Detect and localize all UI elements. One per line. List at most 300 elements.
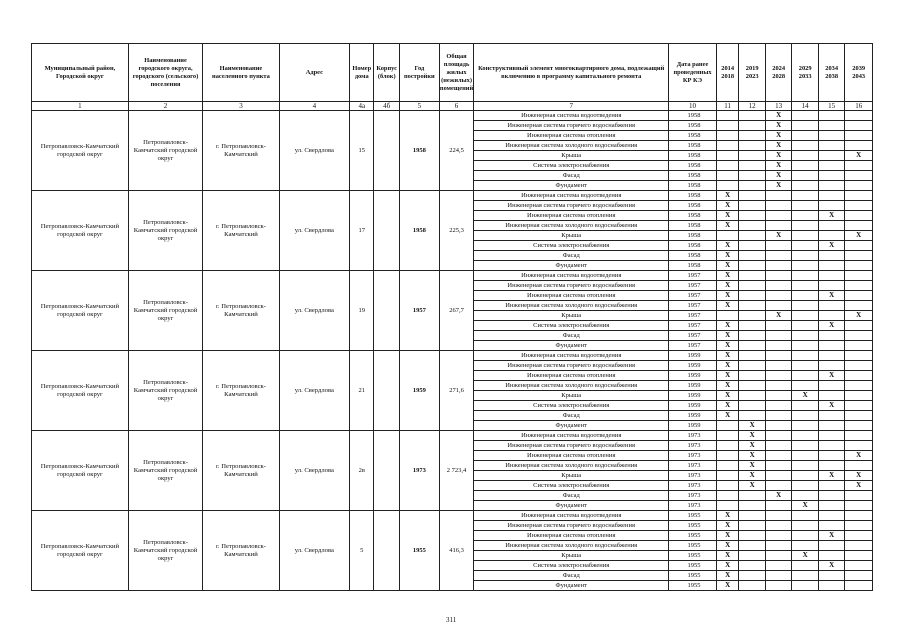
period-mark-cell xyxy=(716,481,738,491)
period-mark-cell xyxy=(818,201,845,211)
block-cell xyxy=(374,511,399,591)
period-mark-cell xyxy=(765,551,792,561)
period-mark-cell xyxy=(792,431,819,441)
period-mark-cell: X xyxy=(739,451,766,461)
period-mark-cell: X xyxy=(845,231,873,241)
period-mark-cell xyxy=(739,161,766,171)
period-mark-cell: X xyxy=(716,411,738,421)
period-mark-cell: X xyxy=(716,191,738,201)
period-mark-cell xyxy=(792,561,819,571)
period-mark-cell: X xyxy=(765,131,792,141)
period-mark-cell: X xyxy=(739,471,766,481)
element-name-cell: Фундамент xyxy=(474,181,669,191)
period-mark-cell xyxy=(845,531,873,541)
element-name-cell: Система электроснабжения xyxy=(474,241,669,251)
previous-repair-date-cell: 1958 xyxy=(669,211,717,221)
period-mark-cell: X xyxy=(818,531,845,541)
previous-repair-date-cell: 1959 xyxy=(669,381,717,391)
element-name-cell: Инженерная система водоотведения xyxy=(474,111,669,121)
period-mark-cell: X xyxy=(716,361,738,371)
block-cell xyxy=(374,191,399,271)
header-locality: Наименование населенного пункта xyxy=(203,44,279,102)
period-mark-cell xyxy=(792,131,819,141)
previous-repair-date-cell: 1957 xyxy=(669,341,717,351)
locality-cell: г. Петропавловск-Камчатский xyxy=(203,191,279,271)
period-mark-cell: X xyxy=(765,111,792,121)
period-mark-cell: X xyxy=(818,561,845,571)
element-name-cell: Инженерная система холодного водоснабжения xyxy=(474,141,669,151)
period-mark-cell: X xyxy=(765,491,792,501)
header-period-2014-2018: 2014 2018 xyxy=(716,44,738,102)
period-mark-cell xyxy=(792,441,819,451)
locality-cell: г. Петропавловск-Камчатский xyxy=(203,511,279,591)
period-mark-cell xyxy=(739,281,766,291)
period-mark-cell xyxy=(792,321,819,331)
period-mark-cell xyxy=(845,251,873,261)
period-mark-cell xyxy=(792,421,819,431)
period-mark-cell: X xyxy=(739,421,766,431)
previous-repair-date-cell: 1958 xyxy=(669,241,717,251)
element-name-cell: Фундамент xyxy=(474,261,669,271)
settlement-cell: Петропавловск-Камчатский городской округ xyxy=(128,111,202,191)
house-number-cell: 2в xyxy=(350,431,374,511)
built-year-cell: 1957 xyxy=(399,271,439,351)
element-name-cell: Инженерная система холодного водоснабжения xyxy=(474,461,669,471)
period-mark-cell xyxy=(792,241,819,251)
period-mark-cell: X xyxy=(716,521,738,531)
previous-repair-date-cell: 1959 xyxy=(669,391,717,401)
period-mark-cell xyxy=(792,361,819,371)
period-mark-cell xyxy=(739,361,766,371)
period-mark-cell xyxy=(716,151,738,161)
period-mark-cell xyxy=(792,581,819,591)
period-mark-cell xyxy=(739,111,766,121)
built-year-cell: 1958 xyxy=(399,111,439,191)
period-mark-cell xyxy=(792,281,819,291)
column-number: 13 xyxy=(765,102,792,111)
period-mark-cell xyxy=(739,411,766,421)
period-mark-cell xyxy=(792,331,819,341)
period-mark-cell xyxy=(716,471,738,481)
table-row xyxy=(32,351,873,361)
settlement-cell: Петропавловск-Камчатский городской округ xyxy=(128,511,202,591)
header-period-2024-2028: 2024 2028 xyxy=(765,44,792,102)
column-number: 15 xyxy=(818,102,845,111)
built-year-cell: 1958 xyxy=(399,191,439,271)
period-mark-cell xyxy=(765,271,792,281)
period-mark-cell: X xyxy=(716,301,738,311)
table-row xyxy=(32,271,873,281)
element-name-cell: Инженерная система холодного водоснабжения xyxy=(474,301,669,311)
period-mark-cell xyxy=(716,441,738,451)
period-mark-cell xyxy=(765,241,792,251)
period-mark-cell xyxy=(765,341,792,351)
period-mark-cell: X xyxy=(818,291,845,301)
period-mark-cell: X xyxy=(716,201,738,211)
period-mark-cell xyxy=(792,151,819,161)
period-mark-cell xyxy=(845,171,873,181)
period-mark-cell xyxy=(765,381,792,391)
previous-repair-date-cell: 1958 xyxy=(669,141,717,151)
period-mark-cell xyxy=(792,491,819,501)
period-mark-cell xyxy=(845,211,873,221)
area-cell: 271,6 xyxy=(439,351,474,431)
period-mark-cell: X xyxy=(716,541,738,551)
period-mark-cell xyxy=(845,421,873,431)
house-number-cell: 15 xyxy=(350,111,374,191)
period-mark-cell: X xyxy=(716,271,738,281)
period-mark-cell xyxy=(792,231,819,241)
period-mark-cell xyxy=(845,271,873,281)
period-mark-cell xyxy=(739,551,766,561)
period-mark-cell: X xyxy=(818,211,845,221)
period-mark-cell xyxy=(792,191,819,201)
period-mark-cell xyxy=(716,431,738,441)
period-mark-cell xyxy=(818,341,845,351)
table-body xyxy=(32,111,873,591)
previous-repair-date-cell: 1955 xyxy=(669,521,717,531)
period-mark-cell: X xyxy=(765,141,792,151)
element-name-cell: Инженерная система отопления xyxy=(474,291,669,301)
period-mark-cell xyxy=(792,521,819,531)
header-block: Корпус (блок) xyxy=(374,44,399,102)
period-mark-cell xyxy=(739,271,766,281)
period-mark-cell xyxy=(792,201,819,211)
period-mark-cell xyxy=(739,511,766,521)
period-mark-cell xyxy=(739,501,766,511)
period-mark-cell xyxy=(845,461,873,471)
period-mark-cell xyxy=(739,521,766,531)
column-number: 4 xyxy=(279,102,349,111)
previous-repair-date-cell: 1959 xyxy=(669,351,717,361)
period-mark-cell xyxy=(792,461,819,471)
locality-cell: г. Петропавловск-Камчатский xyxy=(203,271,279,351)
period-mark-cell xyxy=(792,161,819,171)
period-mark-cell xyxy=(845,581,873,591)
period-mark-cell xyxy=(765,211,792,221)
period-mark-cell xyxy=(739,241,766,251)
element-name-cell: Система электроснабжения xyxy=(474,401,669,411)
element-name-cell: Инженерная система отопления xyxy=(474,371,669,381)
previous-repair-date-cell: 1958 xyxy=(669,151,717,161)
period-mark-cell xyxy=(845,501,873,511)
period-mark-cell xyxy=(765,291,792,301)
period-mark-cell xyxy=(845,441,873,451)
previous-repair-date-cell: 1959 xyxy=(669,401,717,411)
period-mark-cell xyxy=(792,401,819,411)
period-mark-cell xyxy=(765,411,792,421)
period-mark-cell: X xyxy=(739,441,766,451)
period-mark-cell: X xyxy=(716,551,738,561)
period-mark-cell: X xyxy=(818,321,845,331)
area-cell: 416,3 xyxy=(439,511,474,591)
capital-repair-table-sheet xyxy=(31,43,873,591)
period-mark-cell xyxy=(792,571,819,581)
previous-repair-date-cell: 1973 xyxy=(669,471,717,481)
period-mark-cell xyxy=(765,501,792,511)
period-mark-cell xyxy=(765,321,792,331)
period-mark-cell: X xyxy=(716,321,738,331)
address-cell: ул. Свердлова xyxy=(279,431,349,511)
period-mark-cell xyxy=(765,251,792,261)
element-name-cell: Инженерная система горячего водоснабжения xyxy=(474,201,669,211)
column-number: 2 xyxy=(128,102,202,111)
district-cell: Петропавловск-Камчатский городской округ xyxy=(32,431,129,511)
period-mark-cell: X xyxy=(716,351,738,361)
period-mark-cell xyxy=(818,461,845,471)
period-mark-cell xyxy=(792,261,819,271)
previous-repair-date-cell: 1959 xyxy=(669,411,717,421)
element-name-cell: Крыша xyxy=(474,151,669,161)
district-cell: Петропавловск-Камчатский городской округ xyxy=(32,351,129,431)
period-mark-cell: X xyxy=(818,401,845,411)
previous-repair-date-cell: 1959 xyxy=(669,371,717,381)
locality-cell: г. Петропавловск-Камчатский xyxy=(203,431,279,511)
period-mark-cell xyxy=(818,351,845,361)
period-mark-cell xyxy=(845,221,873,231)
district-cell: Петропавловск-Камчатский городской округ xyxy=(32,191,129,271)
period-mark-cell xyxy=(716,461,738,471)
period-mark-cell xyxy=(845,401,873,411)
period-mark-cell xyxy=(845,431,873,441)
period-mark-cell xyxy=(792,211,819,221)
period-mark-cell xyxy=(792,271,819,281)
period-mark-cell xyxy=(792,291,819,301)
element-name-cell: Фасад xyxy=(474,571,669,581)
district-cell: Петропавловск-Камчатский городской округ xyxy=(32,111,129,191)
period-mark-cell xyxy=(845,241,873,251)
period-mark-cell: X xyxy=(716,511,738,521)
area-cell: 267,7 xyxy=(439,271,474,351)
period-mark-cell xyxy=(845,411,873,421)
capital-repair-table xyxy=(31,43,873,591)
column-number: 12 xyxy=(739,102,766,111)
period-mark-cell xyxy=(845,161,873,171)
previous-repair-date-cell: 1973 xyxy=(669,481,717,491)
period-mark-cell: X xyxy=(716,341,738,351)
element-name-cell: Крыша xyxy=(474,311,669,321)
period-mark-cell xyxy=(818,281,845,291)
period-mark-cell xyxy=(845,491,873,501)
period-mark-cell: X xyxy=(845,481,873,491)
period-mark-cell: X xyxy=(716,371,738,381)
period-mark-cell xyxy=(739,331,766,341)
period-mark-cell xyxy=(765,391,792,401)
previous-repair-date-cell: 1958 xyxy=(669,251,717,261)
settlement-cell: Петропавловск-Камчатский городской округ xyxy=(128,191,202,271)
element-name-cell: Инженерная система горячего водоснабжения xyxy=(474,441,669,451)
period-mark-cell xyxy=(845,371,873,381)
header-district: Муниципальный район, Городской округ xyxy=(32,44,129,102)
period-mark-cell xyxy=(845,181,873,191)
area-cell: 224,5 xyxy=(439,111,474,191)
period-mark-cell xyxy=(716,111,738,121)
previous-repair-date-cell: 1955 xyxy=(669,531,717,541)
period-mark-cell xyxy=(765,221,792,231)
period-mark-cell xyxy=(739,191,766,201)
element-name-cell: Инженерная система холодного водоснабжения xyxy=(474,221,669,231)
element-name-cell: Инженерная система водоотведения xyxy=(474,351,669,361)
built-year-cell: 1955 xyxy=(399,511,439,591)
address-cell: ул. Свердлова xyxy=(279,111,349,191)
period-mark-cell xyxy=(765,531,792,541)
period-mark-cell xyxy=(765,191,792,201)
period-mark-cell xyxy=(792,341,819,351)
column-number: 16 xyxy=(845,102,873,111)
element-name-cell: Инженерная система отопления xyxy=(474,531,669,541)
block-cell xyxy=(374,111,399,191)
element-name-cell: Крыша xyxy=(474,551,669,561)
period-mark-cell xyxy=(845,361,873,371)
period-mark-cell xyxy=(818,541,845,551)
period-mark-cell: X xyxy=(765,231,792,241)
period-mark-cell xyxy=(845,191,873,201)
period-mark-cell xyxy=(818,131,845,141)
period-mark-cell xyxy=(818,331,845,341)
period-mark-cell xyxy=(818,271,845,281)
period-mark-cell xyxy=(792,141,819,151)
period-mark-cell: X xyxy=(792,501,819,511)
header-element: Конструктивный элемент многоквартирного дома, подлежащий включению в программу капитального ремонта xyxy=(474,44,669,102)
period-mark-cell xyxy=(739,581,766,591)
period-mark-cell: X xyxy=(716,251,738,261)
period-mark-cell: X xyxy=(818,241,845,251)
previous-repair-date-cell: 1955 xyxy=(669,571,717,581)
period-mark-cell xyxy=(765,371,792,381)
period-mark-cell: X xyxy=(716,281,738,291)
period-mark-cell xyxy=(845,331,873,341)
header-period-2019-2023: 2019 2023 xyxy=(739,44,766,102)
period-mark-cell xyxy=(716,131,738,141)
period-mark-cell xyxy=(716,161,738,171)
period-mark-cell xyxy=(765,351,792,361)
period-mark-cell xyxy=(845,561,873,571)
period-mark-cell: X xyxy=(739,461,766,471)
period-mark-cell xyxy=(739,491,766,501)
period-mark-cell xyxy=(716,121,738,131)
period-mark-cell xyxy=(765,431,792,441)
header-previous-repair-date: Дата ранее проведенных КР КЭ xyxy=(669,44,717,102)
period-mark-cell xyxy=(739,221,766,231)
period-mark-cell xyxy=(765,571,792,581)
previous-repair-date-cell: 1957 xyxy=(669,311,717,321)
period-mark-cell xyxy=(739,181,766,191)
previous-repair-date-cell: 1958 xyxy=(669,121,717,131)
period-mark-cell: X xyxy=(765,161,792,171)
area-cell: 225,3 xyxy=(439,191,474,271)
period-mark-cell xyxy=(792,511,819,521)
header-period-2034-2038: 2034 2038 xyxy=(818,44,845,102)
period-mark-cell xyxy=(716,311,738,321)
period-mark-cell xyxy=(739,351,766,361)
previous-repair-date-cell: 1957 xyxy=(669,281,717,291)
period-mark-cell xyxy=(792,221,819,231)
column-number: 7 xyxy=(474,102,669,111)
house-number-cell: 21 xyxy=(350,351,374,431)
period-mark-cell xyxy=(845,381,873,391)
period-mark-cell xyxy=(818,111,845,121)
period-mark-cell xyxy=(792,121,819,131)
period-mark-cell xyxy=(818,231,845,241)
period-mark-cell: X xyxy=(792,551,819,561)
previous-repair-date-cell: 1958 xyxy=(669,261,717,271)
element-name-cell: Инженерная система холодного водоснабжения xyxy=(474,381,669,391)
period-mark-cell xyxy=(818,571,845,581)
table-row xyxy=(32,111,873,121)
house-number-cell: 5 xyxy=(350,511,374,591)
period-mark-cell xyxy=(845,571,873,581)
column-number: 4а xyxy=(350,102,374,111)
period-mark-cell xyxy=(792,471,819,481)
period-mark-cell xyxy=(792,301,819,311)
period-mark-cell: X xyxy=(765,151,792,161)
period-mark-cell: X xyxy=(716,291,738,301)
element-name-cell: Инженерная система водоотведения xyxy=(474,191,669,201)
period-mark-cell xyxy=(739,321,766,331)
period-mark-cell xyxy=(818,441,845,451)
built-year-cell: 1959 xyxy=(399,351,439,431)
period-mark-cell xyxy=(792,181,819,191)
header-row xyxy=(32,44,873,102)
period-mark-cell xyxy=(739,541,766,551)
element-name-cell: Система электроснабжения xyxy=(474,561,669,571)
element-name-cell: Фундамент xyxy=(474,341,669,351)
previous-repair-date-cell: 1958 xyxy=(669,181,717,191)
period-mark-cell xyxy=(845,111,873,121)
column-number: 5 xyxy=(399,102,439,111)
house-number-cell: 19 xyxy=(350,271,374,351)
period-mark-cell xyxy=(792,371,819,381)
period-mark-cell xyxy=(818,481,845,491)
previous-repair-date-cell: 1973 xyxy=(669,461,717,471)
element-name-cell: Фасад xyxy=(474,491,669,501)
period-mark-cell xyxy=(739,131,766,141)
previous-repair-date-cell: 1957 xyxy=(669,291,717,301)
period-mark-cell xyxy=(818,181,845,191)
period-mark-cell xyxy=(818,421,845,431)
period-mark-cell: X xyxy=(716,391,738,401)
header-area: Общая площадь жилых (нежилых) помещений xyxy=(439,44,474,102)
element-name-cell: Фасад xyxy=(474,251,669,261)
period-mark-cell xyxy=(739,251,766,261)
period-mark-cell xyxy=(845,201,873,211)
settlement-cell: Петропавловск-Камчатский городской округ xyxy=(128,351,202,431)
element-name-cell: Фундамент xyxy=(474,421,669,431)
period-mark-cell xyxy=(765,561,792,571)
period-mark-cell xyxy=(792,541,819,551)
element-name-cell: Инженерная система холодного водоснабжения xyxy=(474,541,669,551)
period-mark-cell: X xyxy=(845,311,873,321)
previous-repair-date-cell: 1958 xyxy=(669,231,717,241)
address-cell: ул. Свердлова xyxy=(279,271,349,351)
period-mark-cell xyxy=(818,301,845,311)
period-mark-cell xyxy=(818,511,845,521)
period-mark-cell xyxy=(765,581,792,591)
period-mark-cell xyxy=(765,451,792,461)
period-mark-cell: X xyxy=(818,371,845,381)
period-mark-cell xyxy=(716,231,738,241)
column-number: 10 xyxy=(669,102,717,111)
period-mark-cell xyxy=(716,501,738,511)
period-mark-cell xyxy=(739,401,766,411)
element-name-cell: Инженерная система горячего водоснабжения xyxy=(474,121,669,131)
period-mark-cell xyxy=(739,121,766,131)
period-mark-cell xyxy=(765,261,792,271)
column-number: 11 xyxy=(716,102,738,111)
period-mark-cell xyxy=(818,581,845,591)
column-number: 3 xyxy=(203,102,279,111)
period-mark-cell: X xyxy=(765,171,792,181)
